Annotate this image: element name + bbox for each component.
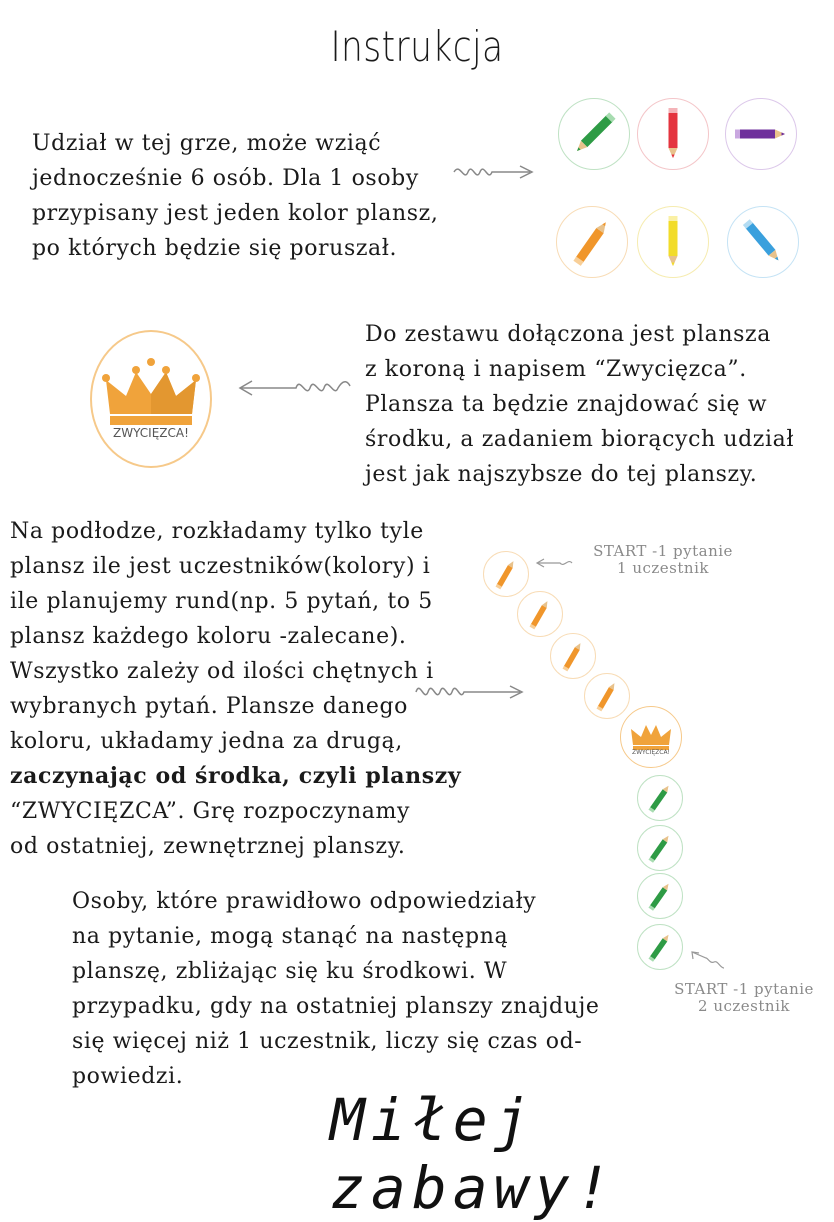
start-label-line: 1 uczestnik <box>617 559 709 577</box>
text-line: Na podłodze, rozkładamy tylko tyle <box>10 519 424 544</box>
text-line: przypadku, gdy na ostatniej planszy znajduje <box>72 994 600 1019</box>
text-line: jest jak najszybsze do tej planszy. <box>365 462 758 487</box>
text-line: Do zestawu dołączona jest plansza <box>365 322 771 347</box>
section-3-text <box>10 514 461 864</box>
blue-pencil-icon <box>728 207 798 277</box>
start-label-line: 2 uczestnik <box>698 997 790 1015</box>
text-line: jednocześnie 6 osób. Dla 1 osoby <box>32 166 419 191</box>
orange-pencil-icon <box>518 592 562 636</box>
red-pencil-circle <box>637 98 709 170</box>
text-line: na pytanie, mogą stanąć na następną <box>72 924 509 949</box>
orange-pencil-icon <box>484 552 528 596</box>
text-line-bold: zaczynając od środka, czyli planszy <box>10 763 462 789</box>
text-line: wybranych pytań. Plansze danego <box>10 694 409 719</box>
green-board-3 <box>637 873 683 919</box>
page-title: Instrukcja <box>330 22 504 71</box>
green-pencil-circle <box>558 98 630 170</box>
text-line: ile planujemy rund(np. 5 pytań, to 5 <box>10 589 433 614</box>
mini-badge-label: ZWYCIĘZCA! <box>632 749 670 756</box>
text-line: Wszystko zależy od ilości chętnych i <box>10 659 434 684</box>
text-line: od ostatniej, zewnętrznej planszy. <box>10 834 406 859</box>
yellow-pencil-circle <box>637 206 709 278</box>
green-pencil-icon <box>638 925 682 969</box>
orange-board-3 <box>550 633 596 679</box>
green-board-1 <box>637 775 683 821</box>
text-line: koloru, układamy jedna za drugą, <box>10 729 403 754</box>
green-pencil-icon <box>638 874 682 918</box>
squiggle-arrow-icon <box>452 160 536 184</box>
green-board-2 <box>637 825 683 871</box>
text-line: z koroną i napisem “Zwycięzca”. <box>365 357 747 382</box>
orange-pencil-icon <box>551 634 595 678</box>
text-line: po których będzie się poruszał. <box>32 236 398 261</box>
section-2-text <box>365 317 794 492</box>
badge-label: ZWYCIĘZCA! <box>113 426 189 440</box>
squiggle-arrow-left-icon <box>236 374 352 400</box>
green-pencil-icon <box>638 776 682 820</box>
start-label-1 <box>588 543 738 577</box>
crown-icon <box>92 332 210 466</box>
green-board-4 <box>637 924 683 970</box>
winner-badge <box>90 330 212 468</box>
blue-pencil-circle <box>727 206 799 278</box>
orange-pencil-icon <box>557 207 627 277</box>
text-line: środku, a zadaniem biorących udział <box>365 427 795 452</box>
small-arrow-icon <box>534 556 574 570</box>
mini-winner-badge <box>620 706 682 768</box>
yellow-pencil-icon <box>638 207 708 277</box>
crown-icon <box>621 707 681 767</box>
purple-pencil-icon <box>726 99 796 169</box>
text-line: “ZWYCIĘZCA”. Grę rozpoczynamy <box>10 799 410 824</box>
green-pencil-icon <box>638 826 682 870</box>
text-line: przypisany jest jeden kolor plansz, <box>32 201 439 226</box>
squiggle-arrow-icon <box>414 678 528 704</box>
orange-pencil-circle <box>556 206 628 278</box>
start-label-line: START -1 pytanie <box>674 980 814 998</box>
section-1-text <box>32 126 438 266</box>
text-line: plansz każdego koloru -zalecane). <box>10 624 407 649</box>
text-line: się więcej niż 1 uczestnik, liczy się czas od- <box>72 1029 583 1054</box>
orange-board-2 <box>517 591 563 637</box>
text-line: plansz ile jest uczestników(kolory) i <box>10 554 431 579</box>
small-arrow-icon <box>688 948 728 972</box>
green-pencil-icon <box>559 99 629 169</box>
start-label-2 <box>664 981 824 1015</box>
orange-board-1 <box>483 551 529 597</box>
section-4-text <box>72 884 600 1094</box>
text-line: Osoby, które prawidłowo odpowiedziały <box>72 889 537 914</box>
text-line: planszę, zbliżając się ku środkowi. W <box>72 959 508 984</box>
start-label-line: START -1 pytanie <box>593 542 733 560</box>
purple-pencil-circle <box>725 98 797 170</box>
text-line: Udział w tej grze, może wziąć <box>32 131 382 156</box>
red-pencil-icon <box>638 99 708 169</box>
text-line: Plansza ta będzie znajdować się w <box>365 392 768 417</box>
text-line: powiedzi. <box>72 1064 184 1089</box>
closing-message: Miłej zabawy! <box>330 1086 617 1222</box>
